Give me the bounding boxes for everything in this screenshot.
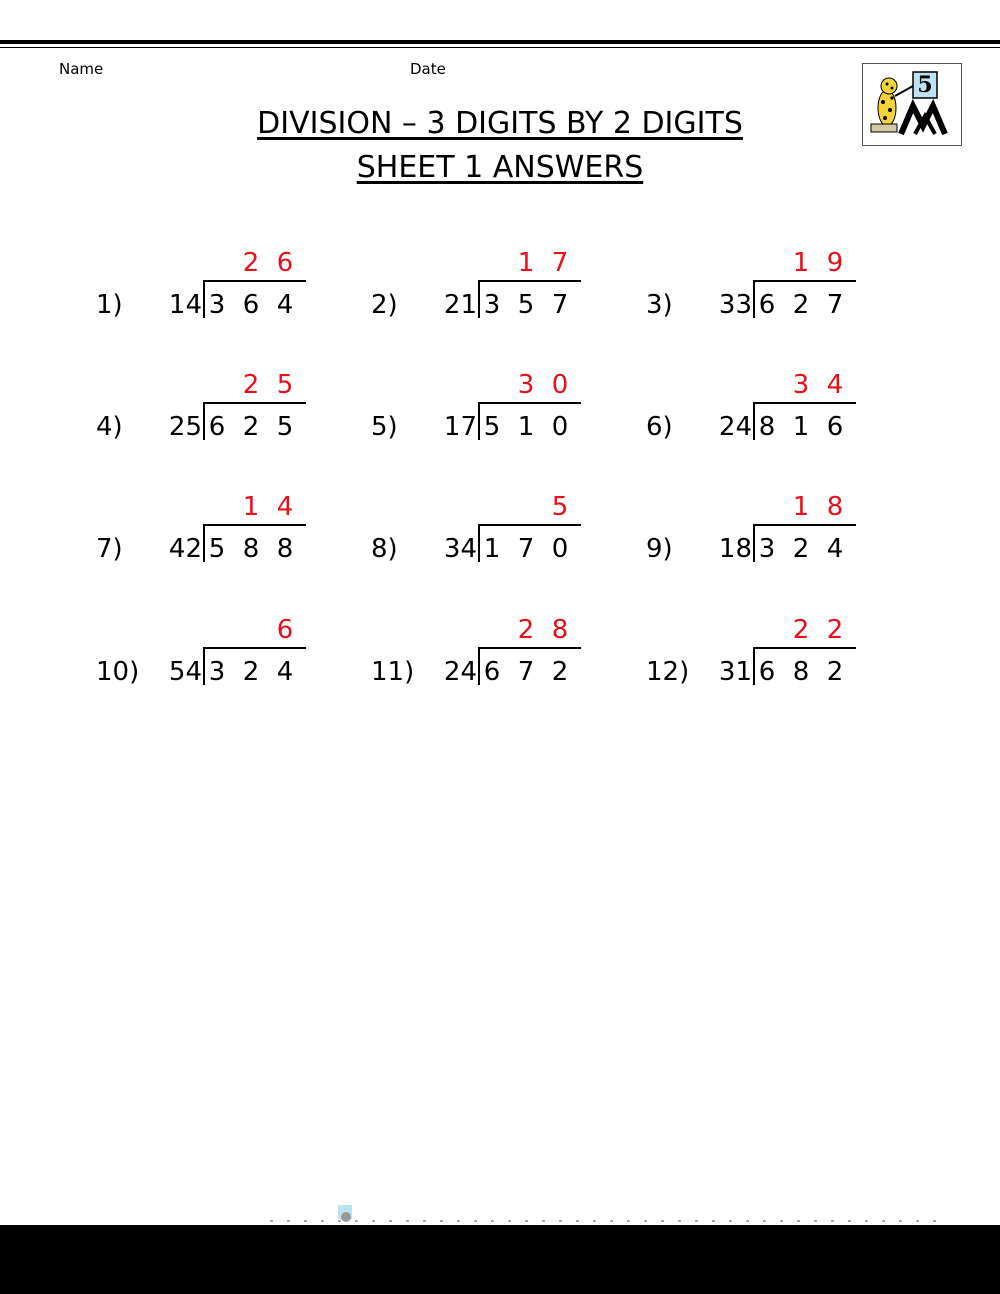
problem-number: 5) [371, 412, 398, 442]
quotient-digit: 7 [551, 248, 569, 278]
logo [862, 63, 962, 146]
quotient-digit: 0 [551, 370, 569, 400]
date-label: Date [410, 60, 446, 78]
dividend-digit: 6 [758, 290, 776, 320]
quotient-digit: 1 [792, 492, 810, 522]
quotient-digit: 1 [242, 492, 260, 522]
dividend-digit: 6 [483, 657, 501, 687]
dividend-digit: 6 [826, 412, 844, 442]
divisor: 33 [718, 290, 752, 320]
dividend-digit: 2 [242, 657, 260, 687]
problem-number: 8) [371, 534, 398, 564]
worksheet-subtitle: SHEET 1 ANSWERS [356, 150, 644, 185]
dividend-digit: 6 [758, 657, 776, 687]
problem-number: 6) [646, 412, 673, 442]
problem-item [96, 248, 366, 348]
dividend-digit: 7 [517, 657, 535, 687]
dividend-digit: 5 [483, 412, 501, 442]
dividend-digit: 7 [517, 534, 535, 564]
divisor: 14 [168, 290, 202, 320]
dividend-digit: 2 [551, 657, 569, 687]
quotient-digit: 1 [517, 248, 535, 278]
dividend-digit: 3 [758, 534, 776, 564]
dividend-digit: 2 [826, 657, 844, 687]
dividend-digit: 3 [208, 657, 226, 687]
dividend-digit: 1 [792, 412, 810, 442]
dividend-digit: 5 [208, 534, 226, 564]
footer-strip [120, 1203, 960, 1225]
dividend-digit: 2 [792, 534, 810, 564]
divisor: 18 [718, 534, 752, 564]
dividend-digit: 5 [276, 412, 294, 442]
quotient-digit: 2 [826, 615, 844, 645]
divisor: 31 [718, 657, 752, 687]
problem-item [371, 370, 641, 470]
name-label: Name [59, 60, 104, 78]
problem-number: 1) [96, 290, 123, 320]
quotient-digit: 1 [792, 248, 810, 278]
footer-bar [0, 1225, 1000, 1294]
leopard-math-logo-icon [863, 64, 961, 145]
problem-number: 4) [96, 412, 123, 442]
divisor: 34 [443, 534, 477, 564]
top-rule-thin [0, 47, 1000, 48]
problem-item [646, 248, 916, 348]
quotient-digit: 4 [276, 492, 294, 522]
dividend-digit: 4 [276, 290, 294, 320]
dividend-digit: 2 [242, 412, 260, 442]
dividend-digit: 0 [551, 534, 569, 564]
problem-item [96, 492, 366, 592]
dividend-digit: 4 [826, 534, 844, 564]
problem-number: 9) [646, 534, 673, 564]
divisor: 21 [443, 290, 477, 320]
quotient-digit: 3 [517, 370, 535, 400]
dividend-digit: 8 [276, 534, 294, 564]
quotient-digit: 2 [517, 615, 535, 645]
quotient-digit: 9 [826, 248, 844, 278]
problem-number: 11) [371, 657, 415, 687]
problem-number: 3) [646, 290, 673, 320]
quotient-digit: 2 [242, 248, 260, 278]
problem-number: 12) [646, 657, 690, 687]
top-rule [0, 40, 1000, 44]
dividend-digit: 6 [208, 412, 226, 442]
problem-item [96, 615, 366, 715]
quotient-digit: 8 [551, 615, 569, 645]
problem-item [96, 370, 366, 470]
quotient-digit: 4 [826, 370, 844, 400]
quotient-digit: 5 [551, 492, 569, 522]
problem-number: 10) [96, 657, 140, 687]
dividend-digit: 7 [826, 290, 844, 320]
quotient-digit: 8 [826, 492, 844, 522]
dividend-digit: 1 [517, 412, 535, 442]
quotient-digit: 5 [276, 370, 294, 400]
dividend-digit: 1 [483, 534, 501, 564]
quotient-digit: 6 [276, 615, 294, 645]
quotient-digit: 6 [276, 248, 294, 278]
divisor: 25 [168, 412, 202, 442]
dividend-digit: 8 [758, 412, 776, 442]
problem-item [371, 492, 641, 592]
quotient-digit: 3 [792, 370, 810, 400]
dividend-digit: 7 [551, 290, 569, 320]
dividend-digit: 5 [517, 290, 535, 320]
divisor: 54 [168, 657, 202, 687]
problem-item [371, 615, 641, 715]
dividend-digit: 0 [551, 412, 569, 442]
quotient-digit: 2 [792, 615, 810, 645]
divisor: 24 [443, 657, 477, 687]
logo-grade: 5 [917, 72, 933, 98]
dividend-digit: 6 [242, 290, 260, 320]
problem-item [646, 615, 916, 715]
problem-item [646, 492, 916, 592]
dividend-digit: 4 [276, 657, 294, 687]
worksheet-title: DIVISION – 3 DIGITS BY 2 DIGITS [257, 106, 743, 141]
problem-item [371, 248, 641, 348]
dividend-digit: 2 [792, 290, 810, 320]
problem-number: 7) [96, 534, 123, 564]
problem-number: 2) [371, 290, 398, 320]
dividend-digit: 8 [792, 657, 810, 687]
divisor: 42 [168, 534, 202, 564]
divisor: 17 [443, 412, 477, 442]
dividend-digit: 3 [483, 290, 501, 320]
quotient-digit: 2 [242, 370, 260, 400]
problem-item [646, 370, 916, 470]
divisor: 24 [718, 412, 752, 442]
dividend-digit: 3 [208, 290, 226, 320]
dividend-digit: 8 [242, 534, 260, 564]
